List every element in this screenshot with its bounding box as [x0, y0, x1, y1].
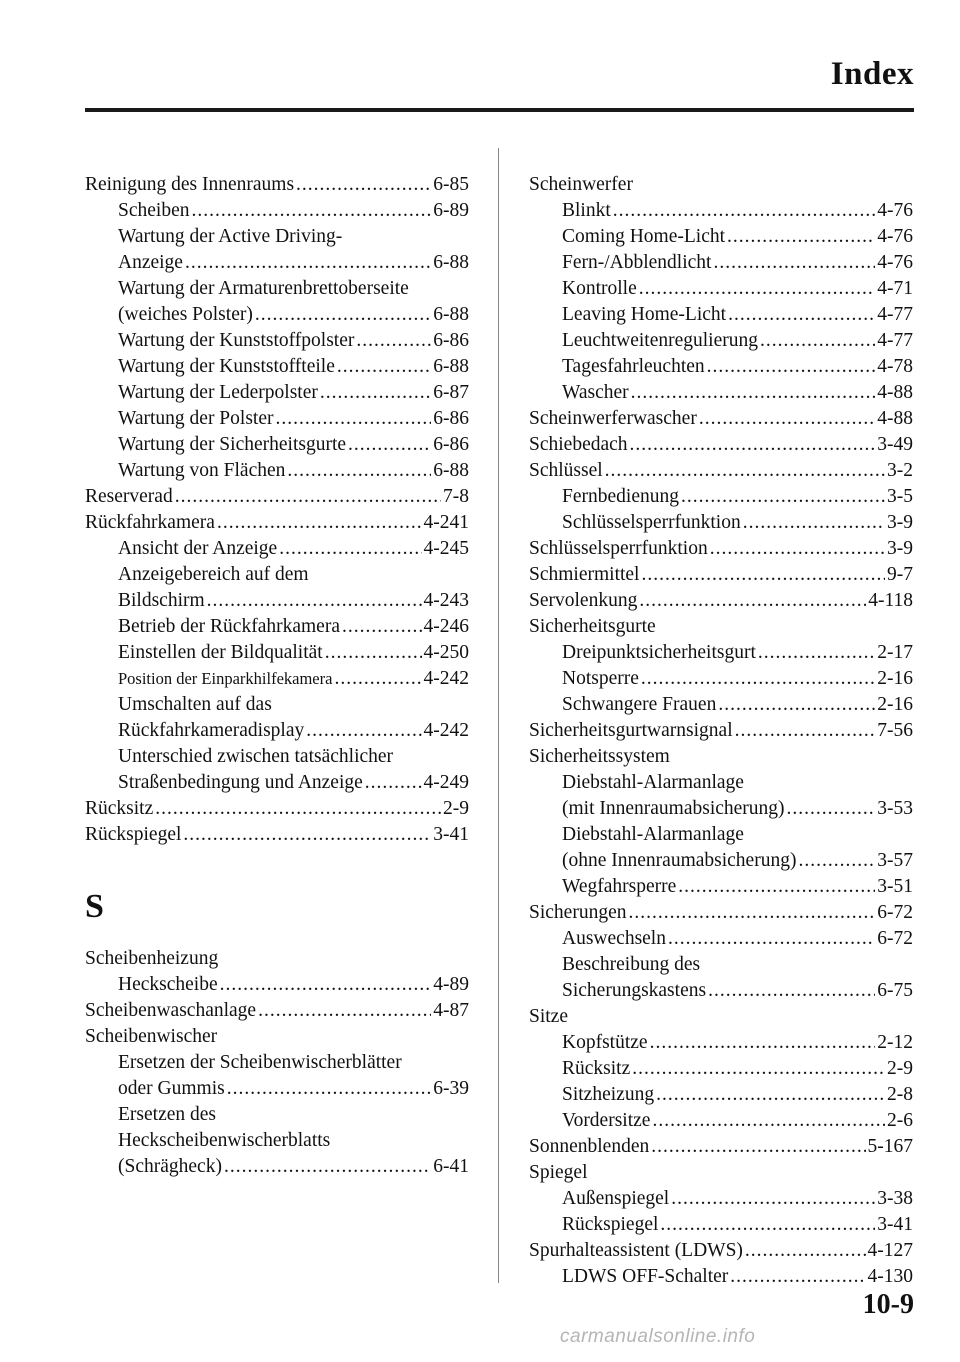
index-entry — [85, 614, 469, 640]
dot-leader — [287, 458, 431, 484]
index-entry-text: Wartung der Active Driving- — [118, 226, 343, 247]
index-entry-page: 3-2 — [887, 460, 913, 481]
index-entry — [529, 458, 913, 484]
index-entry-text: Ersetzen der Scheibenwischerblätter — [118, 1052, 402, 1073]
index-entry-text: Sitzheizung — [562, 1084, 655, 1105]
index-entry-page: 6-88 — [433, 356, 469, 377]
index-entry — [85, 1050, 469, 1076]
index-entry — [529, 1004, 913, 1030]
index-entry-page: 4-76 — [877, 226, 913, 247]
dot-leader — [191, 198, 431, 224]
index-entry — [529, 666, 913, 692]
dot-leader — [631, 380, 876, 406]
index-entry-text: Tagesfahrleuchten — [562, 356, 705, 377]
dot-leader — [650, 1030, 876, 1056]
index-entry — [85, 380, 469, 406]
index-list-right — [529, 172, 913, 1290]
dot-leader — [630, 432, 876, 458]
dot-leader — [334, 666, 421, 692]
index-entry — [85, 666, 469, 692]
page-number: 10-9 — [862, 1289, 914, 1320]
dot-leader — [758, 640, 875, 666]
dot-leader — [227, 1076, 432, 1102]
dot-leader — [728, 302, 875, 328]
dot-leader — [760, 328, 875, 354]
index-entry-text: Ersetzen des — [118, 1104, 216, 1125]
index-entry-text: Unterschied zwischen tatsächlicher — [118, 746, 394, 767]
index-entry-text: Diebstahl-Alarmanlage — [562, 824, 744, 845]
index-entry-page: 3-53 — [877, 798, 913, 819]
dot-leader — [681, 484, 885, 510]
index-entry — [85, 406, 469, 432]
index-entry — [85, 354, 469, 380]
index-entry-page: 2-9 — [443, 798, 469, 819]
dot-leader — [745, 1238, 866, 1264]
dot-leader — [175, 484, 441, 510]
index-entry-text: Schlüssel — [529, 460, 603, 481]
index-entry-text: Ansicht der Anzeige — [118, 538, 278, 559]
index-entry-page: 4-242 — [423, 720, 469, 741]
dot-leader — [668, 926, 875, 952]
index-entry — [529, 744, 913, 770]
index-entry-text: Sicherheitssystem — [529, 746, 670, 767]
index-entry — [85, 328, 469, 354]
index-entry — [529, 718, 913, 744]
index-entry — [529, 172, 913, 198]
dot-leader — [710, 536, 885, 562]
dot-leader — [718, 692, 875, 718]
dot-leader — [224, 1154, 431, 1180]
index-entry-page: 3-41 — [877, 1214, 913, 1235]
index-list-left — [85, 172, 469, 848]
index-entry-page: 4-241 — [423, 512, 469, 533]
index-entry — [529, 640, 913, 666]
index-entry-text: Anzeige — [118, 252, 183, 273]
index-entry-page: 2-16 — [877, 668, 913, 689]
index-entry-page: 4-88 — [877, 408, 913, 429]
index-entry-text: Kontrolle — [562, 278, 637, 299]
index-entry-text: Betrieb der Rückfahrkamera — [118, 616, 340, 637]
index-entry-text: Sicherungskastens — [562, 980, 707, 1001]
index-entry-page: 6-88 — [433, 252, 469, 273]
index-entry-page: 2-17 — [877, 642, 913, 663]
index-entry-text: Wartung von Flächen — [118, 460, 286, 481]
index-entry-page: 6-89 — [433, 200, 469, 221]
index-entry-page: 3-49 — [877, 434, 913, 455]
index-entry — [529, 562, 913, 588]
index-entry-text: Sicherungen — [529, 902, 627, 923]
dot-leader — [632, 1056, 885, 1082]
dot-leader — [787, 796, 876, 822]
page-title: Index — [830, 56, 914, 92]
index-entry-page: 3-5 — [887, 486, 913, 507]
index-entry-text: Scheinwerferwascher — [529, 408, 697, 429]
index-entry-page: 4-118 — [868, 590, 913, 611]
index-entry — [529, 1082, 913, 1108]
index-entry — [529, 614, 913, 640]
dot-leader — [348, 432, 431, 458]
dot-leader — [220, 972, 432, 998]
index-entry-text: Wartung der Kunststoffpolster — [118, 330, 355, 351]
index-entry — [85, 432, 469, 458]
index-entry-text: Spurhalteassistent (LDWS) — [529, 1240, 743, 1261]
dot-leader — [735, 718, 876, 744]
index-entry-page: 4-246 — [423, 616, 469, 637]
index-entry — [85, 998, 469, 1024]
index-entry-text: Sitze — [529, 1006, 568, 1027]
index-entry-text: Sonnenblenden — [529, 1136, 650, 1157]
dot-leader — [296, 172, 431, 198]
dot-leader — [628, 900, 875, 926]
index-entry-text: Wartung der Sicherheitsgurte — [118, 434, 347, 455]
index-entry-page: 3-41 — [433, 824, 469, 845]
index-entry-text: Heckscheibe — [118, 974, 218, 995]
index-entry-page: 6-72 — [877, 902, 913, 923]
index-entry-page: 6-86 — [433, 408, 469, 429]
index-entry-text: Schlüsselsperrfunktion — [529, 538, 708, 559]
index-entry-text: Coming Home-Licht — [562, 226, 726, 247]
index-entry-text: Wartung der Kunststoffteile — [118, 356, 335, 377]
index-entry — [85, 562, 469, 588]
index-entry — [529, 822, 913, 848]
index-entry-text: Position der Einparkhilfekamera — [118, 669, 333, 688]
index-entry-page: 6-86 — [433, 330, 469, 351]
index-entry-page: 6-86 — [433, 434, 469, 455]
index-entry-page: 5-167 — [867, 1136, 913, 1157]
index-entry — [85, 172, 469, 198]
dot-leader — [641, 666, 875, 692]
index-entry-page: 3-9 — [887, 538, 913, 559]
index-entry — [529, 1134, 913, 1160]
index-entry-page: 2-6 — [887, 1110, 913, 1131]
index-entry-text: Anzeigebereich auf dem — [118, 564, 309, 585]
index-entry-page: 4-88 — [877, 382, 913, 403]
index-entry-text: Rücksitz — [85, 798, 154, 819]
index-entry — [85, 1102, 469, 1128]
index-entry-text: Rückfahrkamera — [85, 512, 215, 533]
index-entry-text: Straßenbedingung und Anzeige — [118, 772, 363, 793]
index-entry-text: Wegfahrsperre — [562, 876, 677, 897]
index-entry-page: 6-41 — [433, 1156, 469, 1177]
dot-leader — [306, 718, 421, 744]
right-column — [529, 172, 913, 1290]
index-entry — [529, 926, 913, 952]
index-entry-text: Scheiben — [118, 200, 190, 221]
index-entry-page: 6-88 — [433, 460, 469, 481]
dot-leader — [155, 796, 441, 822]
index-entry — [529, 510, 913, 536]
dot-leader — [325, 640, 422, 666]
dot-leader — [678, 874, 875, 900]
index-entry-text: Wartung der Lederpolster — [118, 382, 318, 403]
index-entry-page: 3-38 — [877, 1188, 913, 1209]
index-entry — [529, 796, 913, 822]
index-entry-page: 4-243 — [423, 590, 469, 611]
index-entry — [529, 1212, 913, 1238]
index-entry — [529, 952, 913, 978]
index-entry-text: Sicherheitsgurte — [529, 616, 656, 637]
dot-leader — [639, 276, 876, 302]
index-entry — [529, 588, 913, 614]
index-entry — [85, 1154, 469, 1180]
index-entry — [529, 900, 913, 926]
index-entry — [529, 1108, 913, 1134]
index-entry-text: Dreipunktsicherheitsgurt — [562, 642, 756, 663]
index-entry-page: 4-71 — [877, 278, 913, 299]
index-entry-page: 6-72 — [877, 928, 913, 949]
dot-leader — [365, 770, 422, 796]
index-entry-text: (ohne Innenraumabsicherung) — [562, 850, 797, 871]
index-entry — [529, 328, 913, 354]
dot-leader — [671, 1186, 875, 1212]
index-entry-text: Rückspiegel — [562, 1214, 659, 1235]
index-entry-page: 4-250 — [423, 642, 469, 663]
index-entry — [85, 588, 469, 614]
dot-leader — [743, 510, 885, 536]
index-entry — [85, 946, 469, 972]
index-entry-page: 2-16 — [877, 694, 913, 715]
dot-leader — [699, 406, 875, 432]
index-entry — [85, 1076, 469, 1102]
index-entry-text: Scheibenwischer — [85, 1026, 218, 1047]
index-entry-text: Scheibenwaschanlage — [85, 1000, 257, 1021]
index-entry-page: 4-249 — [423, 772, 469, 793]
index-entry-text: Notsperre — [562, 668, 639, 689]
index-list-s — [85, 946, 469, 1180]
index-entry-text: Rückfahrkameradisplay — [118, 720, 305, 741]
index-entry-text: (Schrägheck) — [118, 1156, 222, 1177]
dot-leader — [613, 198, 875, 224]
index-entry — [529, 1186, 913, 1212]
index-entry-text: Sicherheitsgurtwarnsignal — [529, 720, 733, 741]
index-entry-page: 2-9 — [887, 1058, 913, 1079]
index-entry-text: Schmiermittel — [529, 564, 640, 585]
dot-leader — [207, 588, 422, 614]
watermark: carmanualsonline.info — [560, 1326, 756, 1347]
index-entry-text: Umschalten auf das — [118, 694, 272, 715]
index-entry-text: Spiegel — [529, 1162, 588, 1183]
index-entry — [529, 354, 913, 380]
index-entry-text: Fernbedienung — [562, 486, 679, 507]
index-entry-text: Leaving Home-Licht — [562, 304, 727, 325]
index-entry-text: Scheinwerfer — [529, 174, 633, 195]
index-entry — [85, 972, 469, 998]
index-entry — [85, 302, 469, 328]
index-entry — [85, 484, 469, 510]
index-entry-text: Schiebedach — [529, 434, 628, 455]
index-entry-text: Vordersitze — [562, 1110, 651, 1131]
index-entry-page: 9-7 — [887, 564, 913, 585]
index-entry — [85, 744, 469, 770]
index-entry-page: 2-8 — [887, 1084, 913, 1105]
index-entry — [85, 770, 469, 796]
index-entry-text: Rücksitz — [562, 1058, 631, 1079]
index-entry-text: Rückspiegel — [85, 824, 182, 845]
index-entry-page: 7-56 — [877, 720, 913, 741]
index-entry-text: Auswechseln — [562, 928, 666, 949]
index-entry-text: Reserverad — [85, 486, 173, 507]
index-entry-page: 4-127 — [867, 1240, 913, 1261]
dot-leader — [660, 1212, 875, 1238]
dot-leader — [798, 848, 875, 874]
index-entry — [85, 640, 469, 666]
index-entry — [529, 432, 913, 458]
dot-leader — [708, 978, 875, 1004]
dot-leader — [652, 1108, 885, 1134]
index-entry-text: Wascher — [562, 382, 629, 403]
index-entry-page: 4-78 — [877, 356, 913, 377]
index-entry-page: 4-76 — [877, 200, 913, 221]
dot-leader — [217, 510, 422, 536]
index-entry-text: Reinigung des Innenraums — [85, 174, 295, 195]
index-entry — [529, 380, 913, 406]
dot-leader — [713, 250, 875, 276]
index-entry-text: (mit Innenraumabsicherung) — [562, 798, 785, 819]
index-entry-text: Leuchtweitenregulierung — [562, 330, 758, 351]
section-letter: S — [85, 888, 104, 925]
dot-leader — [727, 224, 875, 250]
dot-leader — [651, 1134, 865, 1160]
index-entry-text: Blinkt — [562, 200, 611, 221]
index-entry — [85, 1128, 469, 1154]
index-entry-text: Kopfstütze — [562, 1032, 648, 1053]
index-entry-text: Schwangere Frauen — [562, 694, 717, 715]
index-entry-page: 4-130 — [867, 1266, 913, 1287]
index-entry-page: 6-87 — [433, 382, 469, 403]
index-entry — [529, 406, 913, 432]
index-entry-page: 6-85 — [433, 174, 469, 195]
index-entry — [529, 250, 913, 276]
index-entry — [529, 692, 913, 718]
index-entry — [85, 198, 469, 224]
dot-leader — [356, 328, 431, 354]
index-entry — [85, 458, 469, 484]
dot-leader — [656, 1082, 885, 1108]
index-entry — [529, 224, 913, 250]
dot-leader — [605, 458, 885, 484]
dot-leader — [185, 250, 431, 276]
index-entry — [85, 822, 469, 848]
index-entry — [529, 276, 913, 302]
index-entry-text: Einstellen der Bildqualität — [118, 642, 323, 663]
index-entry — [85, 796, 469, 822]
dot-leader — [342, 614, 422, 640]
dot-leader — [279, 536, 421, 562]
header-rule — [85, 108, 914, 112]
index-entry-page: 2-12 — [877, 1032, 913, 1053]
index-entry — [529, 1264, 913, 1290]
dot-leader — [730, 1264, 865, 1290]
dot-leader — [707, 354, 876, 380]
dot-leader — [639, 588, 866, 614]
index-entry-text: Beschreibung des — [562, 954, 701, 975]
index-entry — [529, 770, 913, 796]
index-entry — [529, 198, 913, 224]
index-entry — [529, 1030, 913, 1056]
index-entry — [529, 536, 913, 562]
index-entry — [529, 1238, 913, 1264]
index-entry-page: 4-77 — [877, 330, 913, 351]
index-entry-text: Wartung der Polster — [118, 408, 274, 429]
index-entry-page: 6-39 — [433, 1078, 469, 1099]
index-entry-text: Diebstahl-Alarmanlage — [562, 772, 744, 793]
dot-leader — [183, 822, 431, 848]
index-entry — [529, 484, 913, 510]
index-entry-page: 3-9 — [887, 512, 913, 533]
index-entry-text: Heckscheibenwischerblatts — [118, 1130, 331, 1151]
index-entry — [529, 302, 913, 328]
index-entry-text: Fern-/Abblendlicht — [562, 252, 712, 273]
index-entry-page: 4-77 — [877, 304, 913, 325]
index-entry — [85, 718, 469, 744]
index-entry — [85, 250, 469, 276]
index-entry-page: 3-57 — [877, 850, 913, 871]
index-entry-page: 4-242 — [423, 668, 469, 689]
index-entry — [85, 510, 469, 536]
index-entry — [529, 848, 913, 874]
index-entry — [85, 1024, 469, 1050]
index-entry — [85, 276, 469, 302]
index-entry-text: oder Gummis — [118, 1078, 225, 1099]
dot-leader — [255, 302, 431, 328]
index-entry-page: 3-51 — [877, 876, 913, 897]
index-entry-page: 4-76 — [877, 252, 913, 273]
dot-leader — [320, 380, 431, 406]
index-entry-text: (weiches Polster) — [118, 304, 253, 325]
dot-leader — [641, 562, 885, 588]
index-entry-text: Schlüsselsperrfunktion — [562, 512, 741, 533]
index-entry-text: Scheibenheizung — [85, 948, 219, 969]
index-entry-text: Bildschirm — [118, 590, 205, 611]
index-entry-text: LDWS OFF-Schalter — [562, 1266, 729, 1287]
index-entry-page: 4-89 — [433, 974, 469, 995]
index-entry — [85, 536, 469, 562]
dot-leader — [337, 354, 431, 380]
index-entry-text: Servolenkung — [529, 590, 638, 611]
index-entry-page: 6-75 — [877, 980, 913, 1001]
index-entry-page: 4-245 — [423, 538, 469, 559]
index-entry — [85, 692, 469, 718]
index-entry-text: Außenspiegel — [562, 1188, 670, 1209]
index-entry — [85, 224, 469, 250]
dot-leader — [275, 406, 431, 432]
index-entry-text: Wartung der Armaturenbrettoberseite — [118, 278, 409, 299]
index-entry — [529, 978, 913, 1004]
index-entry-page: 6-88 — [433, 304, 469, 325]
index-entry — [529, 874, 913, 900]
column-divider — [498, 148, 499, 1283]
index-entry-page: 4-87 — [433, 1000, 469, 1021]
left-column — [85, 172, 469, 1180]
index-entry — [529, 1160, 913, 1186]
index-entry — [529, 1056, 913, 1082]
index-entry-page: 7-8 — [443, 486, 469, 507]
dot-leader — [258, 998, 431, 1024]
